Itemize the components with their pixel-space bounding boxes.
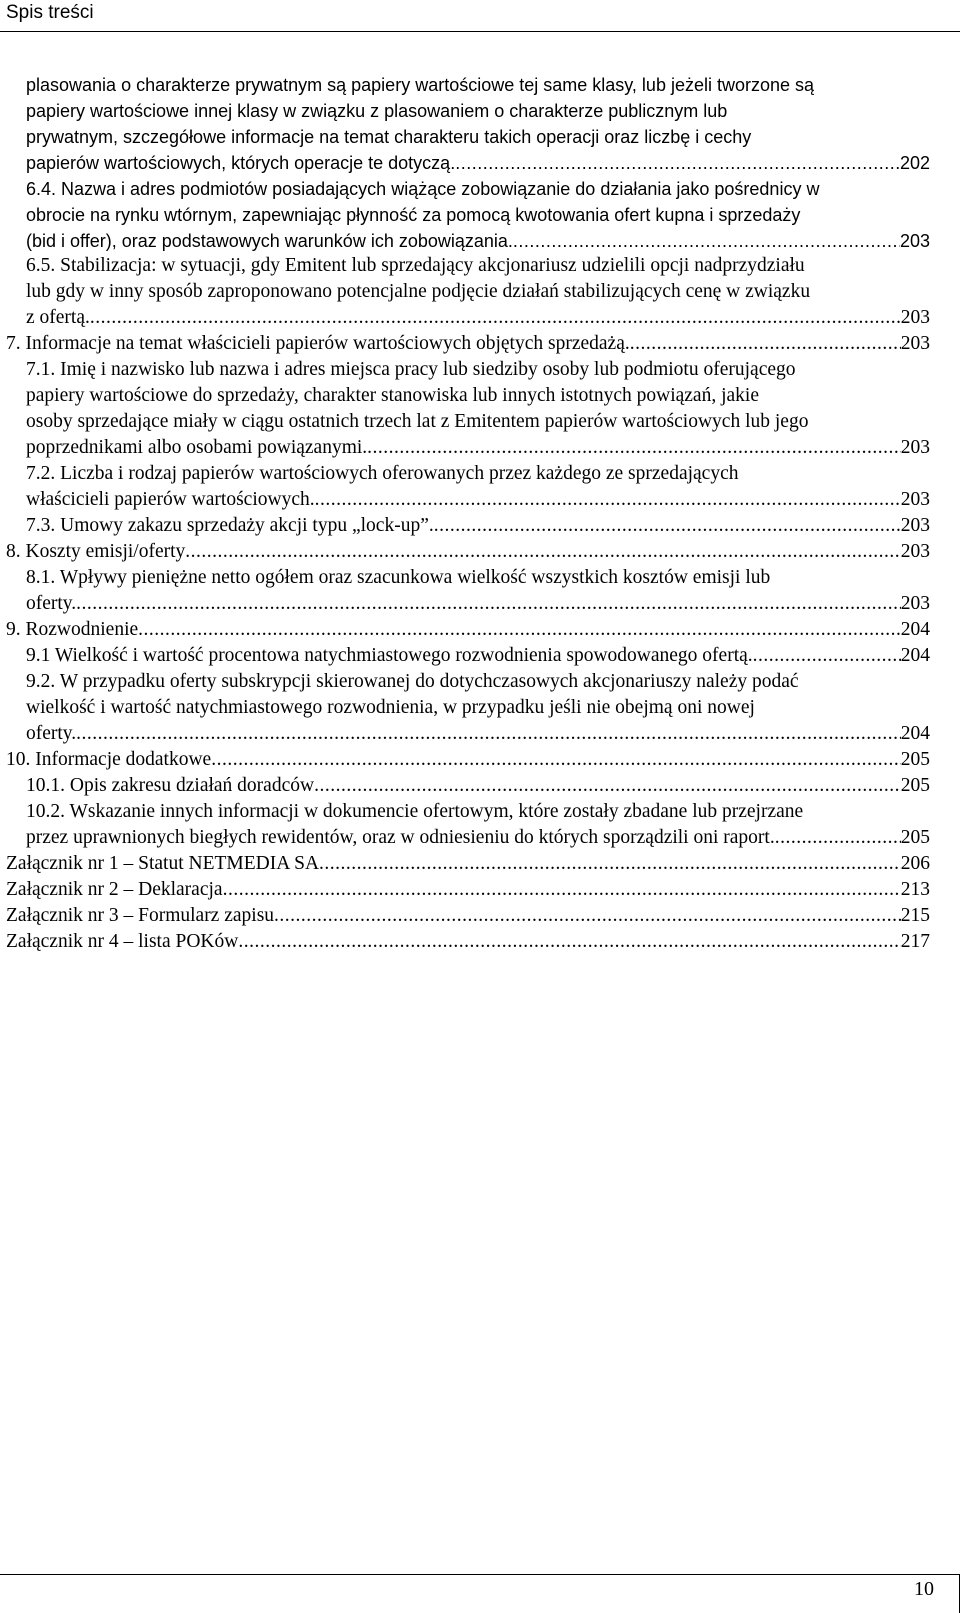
- toc-entry[interactable]: [26, 98, 930, 125]
- toc-entry-text: wielkość i wartość natychmiastowego rozwodnienia, w przypadku jeśli nie obejmą oni nowej: [26, 697, 755, 718]
- toc-entry-page: 203: [899, 231, 930, 251]
- footer-divider: [0, 1574, 960, 1575]
- toc-entry[interactable]: [26, 564, 930, 591]
- toc-entry[interactable]: [26, 72, 930, 99]
- toc-entry[interactable]: [26, 590, 930, 617]
- toc-entry-page: 203: [900, 541, 930, 562]
- toc-entry[interactable]: [26, 304, 930, 331]
- dot-leader: [319, 850, 901, 877]
- toc-entry-text: oferty.: [26, 723, 77, 744]
- toc-entry-text: 6.4. Nazwa i adres podmiotów posiadających wiążące zobowiązanie do działania jako pośrednicy w: [26, 179, 820, 199]
- dot-leader: [513, 228, 900, 255]
- dot-leader: [223, 876, 901, 903]
- toc-entry[interactable]: [6, 928, 930, 955]
- toc-entry-page: 204: [900, 645, 930, 666]
- toc-entry-text: 10. Informacje dodatkowe: [6, 749, 212, 770]
- toc-entry-text: przez uprawnionych biegłych rewidentów, oraz w odniesieniu do których sporządzili oni raport.: [26, 827, 775, 848]
- dot-leader: [434, 512, 901, 539]
- toc-entry[interactable]: [26, 150, 930, 177]
- toc-entry[interactable]: [26, 228, 930, 255]
- toc-entry-text: papierów wartościowych, których operacje te dotyczą.: [26, 153, 456, 173]
- dot-leader: [211, 746, 901, 773]
- toc-entry-text: 8.1. Wpływy pieniężne netto ogółem oraz szacunkowa wielkość wszystkich kosztów emisji lub: [26, 567, 771, 588]
- toc-entry[interactable]: [26, 486, 930, 513]
- toc-entry-text: Załącznik nr 3 – Formularz zapisu: [6, 905, 275, 926]
- toc-entry-text: 7.2. Liczba i rodzaj papierów wartościowych oferowanych przez każdego ze sprzedających: [26, 463, 739, 484]
- toc-entry-page: 204: [900, 723, 930, 744]
- toc-entry[interactable]: [26, 668, 930, 695]
- toc-entry-text: osoby sprzedające miały w ciągu ostatnich trzech lat z Emitentem papierów wartościowych lub jego: [26, 411, 809, 432]
- toc-entry-text: 10.1. Opis zakresu działań doradców: [26, 775, 315, 796]
- dot-leader: [367, 434, 901, 461]
- dot-leader: [753, 642, 901, 669]
- toc-entry-page: 203: [900, 307, 930, 328]
- dot-leader: [314, 772, 901, 799]
- toc-entry[interactable]: [26, 382, 930, 409]
- dot-leader: [90, 304, 901, 331]
- toc-entry-text: lub gdy w inny sposób zaproponowano potencjalne podjęcie działań stabilizujących cenę w związku: [26, 281, 811, 302]
- toc-entry-text: 8. Koszty emisji/oferty: [6, 541, 186, 562]
- page-header-title: Spis treści: [6, 2, 94, 23]
- toc-entry-page: 203: [900, 515, 930, 536]
- toc-entry-text: oferty.: [26, 593, 77, 614]
- toc-entry-text: 6.5. Stabilizacja: w sytuacji, gdy Emitent lub sprzedający akcjonariusz udzielili opcji nadprzydziału: [26, 255, 805, 276]
- toc-entry-page: 202: [899, 153, 930, 173]
- toc-entry[interactable]: [26, 512, 930, 539]
- toc-entry[interactable]: [26, 356, 930, 383]
- toc-entry[interactable]: [26, 202, 930, 229]
- toc-entry-text: plasowania o charakterze prywatnym są papiery wartościowe tej same klasy, lub jeżeli tworzone są: [26, 75, 815, 95]
- toc-entry-page: 205: [900, 749, 930, 770]
- toc-entry-page: 215: [900, 905, 930, 926]
- toc-entry[interactable]: [6, 746, 930, 773]
- header-divider: [0, 31, 960, 32]
- dot-leader: [185, 538, 900, 565]
- toc-entry-text: 7. Informacje na temat właścicieli papierów wartościowych objętych sprzedażą.: [6, 333, 630, 354]
- toc-entry-page: 203: [900, 333, 930, 354]
- toc-entry-page: 203: [900, 437, 930, 458]
- toc-entry[interactable]: [26, 824, 930, 851]
- dot-leader: [775, 824, 901, 851]
- dot-leader: [455, 150, 900, 177]
- toc-entry[interactable]: [6, 876, 930, 903]
- toc-entry-text: Załącznik nr 4 – lista POKów: [6, 931, 239, 952]
- toc-entry-text: poprzednikami albo osobami powiązanymi.: [26, 437, 368, 458]
- dot-leader: [315, 486, 901, 513]
- toc-entry-text: 9.2. W przypadku oferty subskrypcji skierowanej do dotychczasowych akcjonariuszy należy podać: [26, 671, 799, 692]
- toc-entry[interactable]: [26, 694, 930, 721]
- toc-entry-text: właścicieli papierów wartościowych.: [26, 489, 315, 510]
- toc-entry[interactable]: [26, 278, 930, 305]
- toc-entry[interactable]: [6, 850, 930, 877]
- toc-entry[interactable]: [26, 460, 930, 487]
- toc-entry[interactable]: [26, 798, 930, 825]
- dot-leader: [76, 720, 901, 747]
- toc-entry-text: 7.1. Imię i nazwisko lub nazwa i adres miejsca pracy lub siedziby osoby lub podmiotu oferującego: [26, 359, 796, 380]
- toc-entry-text: 10.2. Wskazanie innych informacji w dokumencie ofertowym, które zostały zbadane lub przejrzane: [26, 801, 804, 822]
- toc-entry-page: 205: [900, 827, 930, 848]
- dot-leader: [630, 330, 901, 357]
- page-number: 10: [914, 1578, 934, 1600]
- toc-entry[interactable]: [26, 124, 930, 151]
- toc-entry-text: obrocie na rynku wtórnym, zapewniając płynność za pomocą kwotowania ofert kupna i sprzedaży: [26, 205, 801, 225]
- toc-entry-text: 7.3. Umowy zakazu sprzedaży akcji typu „lock-up”.: [26, 515, 434, 536]
- dot-leader: [138, 616, 901, 643]
- dot-leader: [76, 590, 901, 617]
- toc-entry-text: 9.1 Wielkość i wartość procentowa natychmiastowego rozwodnienia spowodowanego ofertą.: [26, 645, 753, 666]
- toc-entry-text: papiery wartościowe do sprzedaży, charakter stanowiska lub innych istotnych powiązań, jakie: [26, 385, 759, 406]
- toc-entry[interactable]: [26, 772, 930, 799]
- toc-entry-page: 203: [900, 489, 930, 510]
- toc-entry-text: (bid i offer), oraz podstawowych warunków ich zobowiązania.: [26, 231, 513, 251]
- toc-entry[interactable]: [6, 330, 930, 357]
- toc-entry[interactable]: [6, 538, 930, 565]
- toc-entry-text: Załącznik nr 1 – Statut NETMEDIA SA: [6, 853, 320, 874]
- toc-entry-page: 204: [900, 619, 930, 640]
- toc-entry[interactable]: [6, 616, 930, 643]
- toc-entry[interactable]: [6, 902, 930, 929]
- dot-leader: [274, 902, 901, 929]
- toc-entry[interactable]: [26, 408, 930, 435]
- toc-entry-page: 206: [900, 853, 930, 874]
- toc-entry-text: z ofertą.: [26, 307, 90, 328]
- toc-entry-text: papiery wartościowe innej klasy w związku z plasowaniem o charakterze publicznym lub: [26, 101, 728, 121]
- toc-entry-page: 213: [900, 879, 930, 900]
- toc-entry[interactable]: [26, 252, 930, 279]
- toc-entry[interactable]: [26, 720, 930, 747]
- toc-entry-text: prywatnym, szczegółowe informacje na temat charakteru takich operacji oraz liczbę i cechy: [26, 127, 752, 147]
- toc-entry-text: Załącznik nr 2 – Deklaracja: [6, 879, 223, 900]
- toc-entry-page: 205: [900, 775, 930, 796]
- toc-entry[interactable]: [26, 642, 930, 669]
- dot-leader: [238, 928, 900, 955]
- toc-entry-page: 203: [900, 593, 930, 614]
- toc-entry[interactable]: [26, 434, 930, 461]
- toc-entry-page: 217: [900, 931, 930, 952]
- toc-entry[interactable]: [26, 176, 930, 203]
- toc-entry-text: 9. Rozwodnienie: [6, 619, 139, 640]
